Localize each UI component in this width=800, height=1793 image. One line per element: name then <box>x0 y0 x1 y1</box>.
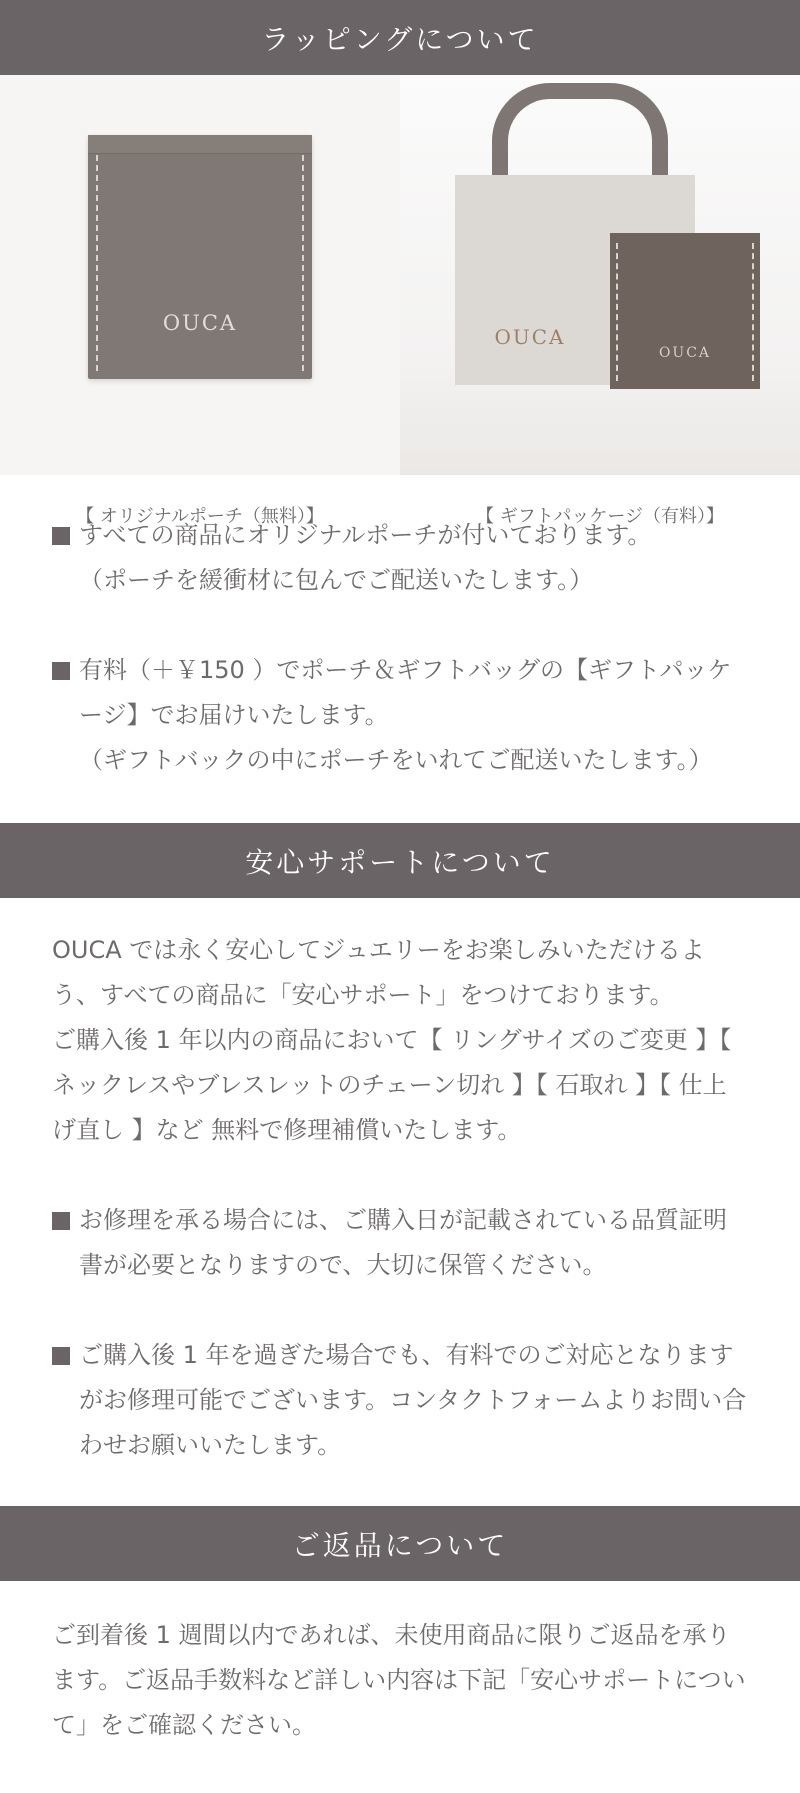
support-content <box>0 898 800 1506</box>
square-bullet-icon <box>52 1212 70 1230</box>
wrapping-bullet-2-line-2: （ギフトバックの中にポーチをいれてご配送いたします。） <box>79 746 713 774</box>
wrapping-bullet-1-line-1: すべての商品にオリジナルポーチが付いております。 <box>79 521 652 549</box>
bag-logo: OUCA <box>494 325 566 349</box>
wrapping-bullet-1 <box>52 513 748 603</box>
support-paragraph-1: OUCA では永く安心してジュエリーをお楽しみいただけるよう、すべての商品に「安心サポート」をつけております。 <box>52 936 705 1009</box>
original-pouch-image <box>0 75 400 527</box>
returns-title: ご返品について <box>291 1528 509 1562</box>
wrapping-bullet-2 <box>52 648 748 783</box>
returns-header <box>0 1506 800 1581</box>
support-bullet-1-text: お修理を承る場合には、ご購入日が記載されている品質証明書が必要となりますので、大切に保管ください。 <box>79 1206 727 1279</box>
square-bullet-icon <box>52 662 70 680</box>
wrapping-bullet-2-line-1: 有料（＋￥150 ）でポーチ＆ギフトバッグの【ギフトパッケージ】でお届けいたします。 <box>79 656 732 729</box>
small-pouch-logo: OUCA <box>658 345 712 361</box>
wrapping-content <box>0 475 800 823</box>
support-title: 安心サポートについて <box>245 845 555 879</box>
wrapping-title: ラッピングについて <box>261 22 539 56</box>
gift-package-image <box>400 75 800 527</box>
square-bullet-icon <box>52 1347 70 1365</box>
returns-text: ご到着後 1 週間以内であれば、未使用商品に限りご返品を承ります。ご返品手数料など詳しい内容は下記「安心サポートについて」をご確認ください。 <box>52 1621 746 1739</box>
support-header <box>0 823 800 898</box>
support-paragraph-2: ご購入後 1 年以内の商品において【 リングサイズのご変更 】【 ネックレスやブレスレットのチェーン切れ 】【 石取れ 】【 仕上げ直し 】など 無料で修理補償いたします。 <box>52 1026 732 1144</box>
support-bullet-2-text: ご購入後 1 年を過ぎた場合でも、有料でのご対応となりますがお修理可能でございます。コンタクトフォームよりお問い合わせお願いいたします。 <box>79 1341 747 1459</box>
gift-package-caption: 【 ギフトパッケージ（有料）】 <box>475 506 724 527</box>
small-pouch-illustration <box>610 233 760 389</box>
returns-content <box>0 1581 800 1793</box>
original-pouch-caption: 【 オリジナルポーチ（無料）】 <box>76 506 324 527</box>
square-bullet-icon <box>52 527 70 545</box>
wrapping-bullet-1-line-2: （ポーチを緩衝材に包んでご配送いたします。） <box>79 566 594 594</box>
support-bullet-1 <box>52 1198 748 1288</box>
support-bullet-2 <box>52 1333 748 1468</box>
pouch-logo: OUCA <box>162 311 238 335</box>
pouch-illustration <box>88 135 312 379</box>
wrapping-images <box>0 75 800 527</box>
wrapping-header <box>0 0 800 75</box>
